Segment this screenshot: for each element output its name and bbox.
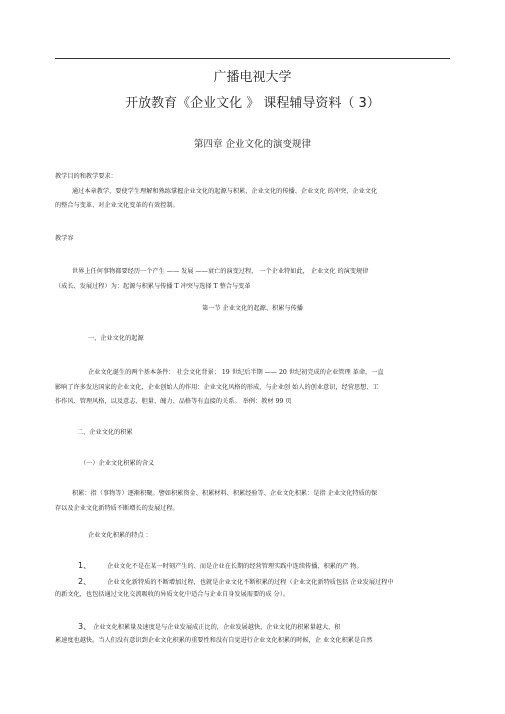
feature-2-number: 2、 [78, 577, 92, 586]
section-1-title: 第一节 企业文化的起源、积累与传播 [202, 305, 303, 312]
feature-1 [78, 561, 363, 571]
accumulation-line-1: 积累：指（事物等）逐渐积聚。譬如积累资金、积累材料、积累经验等、企业文化积累：是指 企业文化特质的保 [72, 490, 378, 497]
accumulation-meaning-heading: （一）企业文化积累的含义 [80, 460, 155, 467]
accumulation-heading: 二、企业文化的积累 [77, 429, 133, 436]
origin-heading: 一、企业文化的起源 [88, 335, 144, 342]
feature-3 [78, 622, 341, 632]
objectives-heading: 教学目的和教学要求： [55, 173, 117, 180]
content-heading: 教学容 [55, 235, 74, 242]
content-line-2: （成长、发展过程）为：起源与积累与传播 T 冲突与选择 T 整合与变革 [55, 283, 251, 290]
chapter-title: 第四章 企业文化的演变规律 [193, 139, 312, 150]
origin-line-3: 作作风、管理风格，以及意志、胆量、魄力、品格等有直接的关系。 举例：教材 99 页 [55, 398, 292, 405]
feature-1-text: 企业文化不是在某一时刻产生的、而是企业在长期的经营管理实践中连续传播、积累的产 物。 [107, 563, 363, 570]
objectives-line-1: 通过本章教学，要使学生理解和熟练掌握企业文化的起源与积累、企业文化的传播、企业文化 的冲突、企业文化 [72, 188, 378, 195]
feature-2-text: 企业文化新特质的不断增加过程，也就是企业文化不断积累的过程（企业文化新特质包括 企业发展过程中 [107, 579, 394, 586]
feature-2-line-2: 的新文化，也包括通过文化交流吸收的异质文化中适合与企业自身发展需要的成 分）。 [55, 591, 289, 598]
feature-3-number: 3、 [78, 622, 92, 631]
course-title: 开放教育《企业文化 》 课程辅导资料（ 3） [125, 96, 380, 111]
feature-2 [78, 577, 394, 587]
header-rule [55, 58, 450, 59]
feature-3-line-2: 累速度也越快。当人们没有意识到企业文化积累的重要性和没有自觉进行企业文化积累的时候，企 业文化积累是自然 [55, 637, 373, 644]
accumulation-line-2: 存以及企业文化新特质不断增长的发展过程。 [55, 505, 179, 512]
features-heading: 企业文化积累的特点 ： [88, 532, 152, 539]
content-line-1: 世界上任何事物都要经历一个产生 —— 发展 ——衰亡的演变过程， 一个企业特如此， 企业文化 的演变规律 [72, 268, 369, 275]
objectives-line-2: 的整合与变革、对企业文化变革的有效控制。 [55, 202, 179, 209]
school-name: 广播电视大学 [213, 70, 292, 85]
origin-line-1: 企业文化诞生的两个基本条件： 社会文化背景； 19 世纪后半期 —— 20 世纪初完成的企业管理 革命，一直 [88, 369, 384, 376]
origin-line-2: 影响了许多发达国家的企业文化，企业创始人的作用：企业文化风格的形成，与企业创 始人的创业意识，经营思想、工 [55, 384, 379, 391]
feature-3-text: 企业文化积累量及速度是与企业发展成正比的，企业发展越快，企业文化的积累量越大，积 [93, 624, 341, 631]
feature-1-number: 1、 [78, 561, 92, 570]
